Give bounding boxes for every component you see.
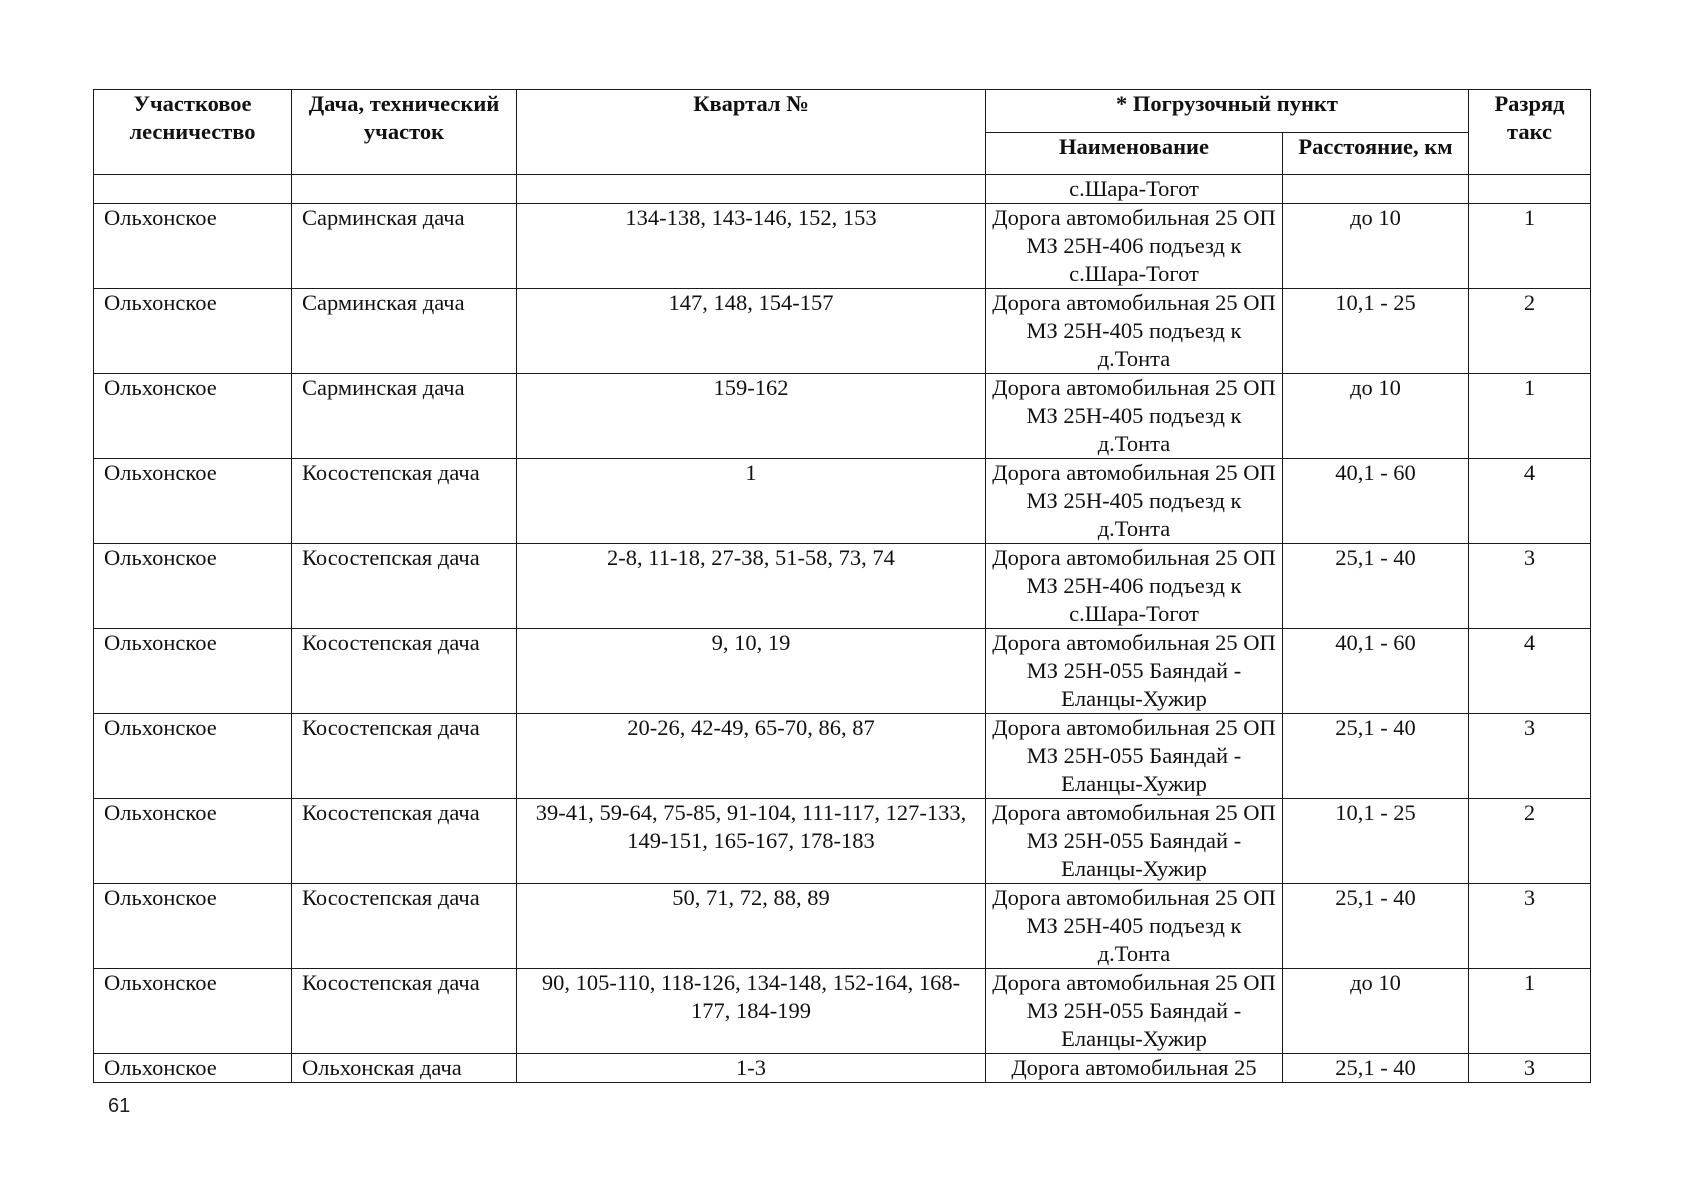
table-row (94, 884, 1591, 969)
cell-distance: 25,1 - 40 (1283, 544, 1469, 629)
table-row (94, 1054, 1591, 1083)
cell-rank: 2 (1469, 289, 1591, 374)
cell-district: Ольхонское (94, 544, 292, 629)
page-number: 61 (108, 1095, 131, 1117)
cell-loading-point-name: Дорога автомобильная 25 ОП МЗ 25Н-405 подъезд к д.Тонта (986, 374, 1283, 459)
header-loading-point: * Погрузочный пункт (986, 90, 1469, 133)
table-body (94, 175, 1591, 1083)
header-district: Участковое лесничество (94, 90, 292, 175)
cell-rank: 4 (1469, 629, 1591, 714)
cell-rank: 3 (1469, 884, 1591, 969)
cell-distance: до 10 (1283, 969, 1469, 1054)
cell-rank: 2 (1469, 799, 1591, 884)
cell-dacha: Сарминская дача (292, 204, 517, 289)
cell-dacha: Косостепская дача (292, 799, 517, 884)
cell-district: Ольхонское (94, 799, 292, 884)
table-row (94, 799, 1591, 884)
table-row (94, 459, 1591, 544)
cell-loading-point-name: Дорога автомобильная 25 ОП МЗ 25Н-055 Баяндай - Еланцы-Хужир (986, 629, 1283, 714)
cell-dacha: Сарминская дача (292, 374, 517, 459)
cell-loading-point-name: Дорога автомобильная 25 ОП МЗ 25Н-055 Баяндай - Еланцы-Хужир (986, 714, 1283, 799)
cell-quarter: 2-8, 11-18, 27-38, 51-58, 73, 74 (517, 544, 986, 629)
cell-loading-point-name: Дорога автомобильная 25 ОП МЗ 25Н-406 подъезд к с.Шара-Тогот (986, 544, 1283, 629)
cell-dacha: Ольхонская дача (292, 1054, 517, 1083)
cell-rank: 1 (1469, 204, 1591, 289)
cell-district: Ольхонское (94, 1054, 292, 1083)
cell-quarter: 20-26, 42-49, 65-70, 86, 87 (517, 714, 986, 799)
cell-district: Ольхонское (94, 969, 292, 1054)
cell-quarter: 39-41, 59-64, 75-85, 91-104, 111-117, 127-133, 149-151, 165-167, 178-183 (517, 799, 986, 884)
cell-district: Ольхонское (94, 459, 292, 544)
header-name: Наименование (986, 132, 1283, 175)
cell-quarter (517, 175, 986, 204)
table-row (94, 544, 1591, 629)
cell-distance (1283, 175, 1469, 204)
cell-distance: 40,1 - 60 (1283, 629, 1469, 714)
cell-district: Ольхонское (94, 629, 292, 714)
cell-quarter: 147, 148, 154-157 (517, 289, 986, 374)
cell-dacha (292, 175, 517, 204)
table-row (94, 289, 1591, 374)
cell-distance: 10,1 - 25 (1283, 289, 1469, 374)
cell-loading-point-name: Дорога автомобильная 25 (986, 1054, 1283, 1083)
table-row (94, 175, 1591, 204)
header-distance: Расстояние, км (1283, 132, 1469, 175)
cell-rank: 3 (1469, 544, 1591, 629)
cell-dacha: Косостепская дача (292, 629, 517, 714)
table-row (94, 969, 1591, 1054)
table-row (94, 629, 1591, 714)
cell-rank: 3 (1469, 1054, 1591, 1083)
cell-dacha: Косостепская дача (292, 969, 517, 1054)
header-quarter: Квартал № (517, 90, 986, 175)
cell-distance: до 10 (1283, 204, 1469, 289)
cell-distance: 25,1 - 40 (1283, 1054, 1469, 1083)
cell-loading-point-name: Дорога автомобильная 25 ОП МЗ 25Н-405 подъезд к д.Тонта (986, 884, 1283, 969)
cell-loading-point-name: Дорога автомобильная 25 ОП МЗ 25Н-405 подъезд к д.Тонта (986, 459, 1283, 544)
cell-quarter: 134-138, 143-146, 152, 153 (517, 204, 986, 289)
cell-rank: 1 (1469, 969, 1591, 1054)
header-rank: Разряд такс (1469, 90, 1591, 175)
table-row (94, 714, 1591, 799)
cell-dacha: Косостепская дача (292, 714, 517, 799)
cell-distance: 25,1 - 40 (1283, 884, 1469, 969)
cell-dacha: Косостепская дача (292, 884, 517, 969)
cell-district: Ольхонское (94, 289, 292, 374)
table-row (94, 204, 1591, 289)
cell-loading-point-name: Дорога автомобильная 25 ОП МЗ 25Н-055 Баяндай - Еланцы-Хужир (986, 969, 1283, 1054)
cell-quarter: 9, 10, 19 (517, 629, 986, 714)
cell-distance: 10,1 - 25 (1283, 799, 1469, 884)
cell-loading-point-name: с.Шара-Тогот (986, 175, 1283, 204)
cell-quarter: 50, 71, 72, 88, 89 (517, 884, 986, 969)
loading-points-table (93, 89, 1591, 1083)
cell-quarter: 90, 105-110, 118-126, 134-148, 152-164, 168-177, 184-199 (517, 969, 986, 1054)
cell-quarter: 159-162 (517, 374, 986, 459)
cell-loading-point-name: Дорога автомобильная 25 ОП МЗ 25Н-405 подъезд к д.Тонта (986, 289, 1283, 374)
cell-distance: 25,1 - 40 (1283, 714, 1469, 799)
cell-distance: 40,1 - 60 (1283, 459, 1469, 544)
cell-district: Ольхонское (94, 374, 292, 459)
cell-dacha: Косостепская дача (292, 544, 517, 629)
cell-distance: до 10 (1283, 374, 1469, 459)
cell-district: Ольхонское (94, 884, 292, 969)
cell-loading-point-name: Дорога автомобильная 25 ОП МЗ 25Н-055 Баяндай - Еланцы-Хужир (986, 799, 1283, 884)
cell-district (94, 175, 292, 204)
cell-district: Ольхонское (94, 714, 292, 799)
cell-rank: 4 (1469, 459, 1591, 544)
cell-rank: 3 (1469, 714, 1591, 799)
cell-quarter: 1-3 (517, 1054, 986, 1083)
cell-district: Ольхонское (94, 204, 292, 289)
cell-rank (1469, 175, 1591, 204)
cell-dacha: Косостепская дача (292, 459, 517, 544)
cell-quarter: 1 (517, 459, 986, 544)
cell-loading-point-name: Дорога автомобильная 25 ОП МЗ 25Н-406 подъезд к с.Шара-Тогот (986, 204, 1283, 289)
cell-dacha: Сарминская дача (292, 289, 517, 374)
table-row (94, 374, 1591, 459)
cell-rank: 1 (1469, 374, 1591, 459)
table-header (94, 90, 1591, 175)
header-dacha: Дача, технический участок (292, 90, 517, 175)
